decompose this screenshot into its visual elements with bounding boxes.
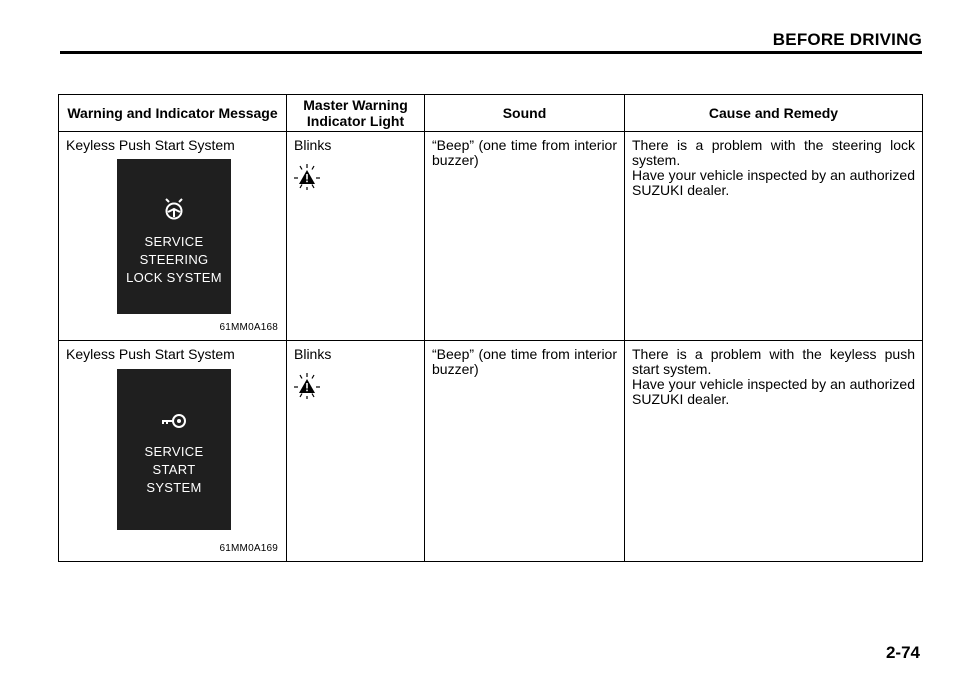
master-light-cell xyxy=(287,132,425,341)
display-line: SYSTEM xyxy=(146,480,202,495)
remedy-text: Have your vehicle inspected by an authorized SUZUKI dealer. xyxy=(632,167,915,198)
message-label: Keyless Push Start System xyxy=(66,346,235,362)
figure-code: 61MM0A169 xyxy=(219,543,278,554)
header-sound: Sound xyxy=(425,95,625,132)
page-number: 2-74 xyxy=(885,643,920,662)
table-row xyxy=(59,341,923,562)
message-cell xyxy=(59,132,287,341)
cause-text: There is a problem with the keyless push start system. xyxy=(632,346,915,377)
figure-code: 61MM0A168 xyxy=(219,322,278,333)
display-line: SERVICE xyxy=(144,234,204,249)
master-warning-blink-icon xyxy=(292,371,322,401)
sound-cell xyxy=(425,132,625,341)
section-title: BEFORE DRIVING xyxy=(772,30,922,49)
display-line: LOCK SYSTEM xyxy=(126,270,222,285)
info-display xyxy=(117,369,231,530)
info-display xyxy=(117,159,231,314)
header-cause-remedy: Cause and Remedy xyxy=(625,95,923,132)
master-light-status: Blinks xyxy=(294,346,332,362)
indicator-table xyxy=(58,94,923,562)
display-line: STEERING xyxy=(139,252,209,267)
sound-cell xyxy=(425,341,625,562)
display-line: SERVICE xyxy=(144,444,204,459)
cause-remedy-cell xyxy=(625,132,923,341)
header-master-light: Master Warning Indicator Light xyxy=(287,95,425,132)
cause-text: There is a problem with the steering lock system. xyxy=(632,137,915,168)
sound-description: “Beep” (one time from interior buzzer) xyxy=(432,137,617,168)
remedy-text: Have your vehicle inspected by an authorized SUZUKI dealer. xyxy=(632,376,915,407)
master-warning-blink-icon xyxy=(292,162,322,192)
master-light-status: Blinks xyxy=(294,137,332,153)
message-cell xyxy=(59,341,287,562)
header-rule xyxy=(60,51,922,54)
table-header-row xyxy=(59,95,923,132)
cause-remedy-cell xyxy=(625,341,923,562)
sound-description: “Beep” (one time from interior buzzer) xyxy=(432,346,617,377)
master-light-cell xyxy=(287,341,425,562)
display-line: START xyxy=(152,462,196,477)
steering-lock-icon xyxy=(161,195,187,221)
message-label: Keyless Push Start System xyxy=(66,137,235,153)
key-icon xyxy=(159,411,189,431)
header-message: Warning and Indicator Message xyxy=(59,95,287,132)
table-row xyxy=(59,132,923,341)
